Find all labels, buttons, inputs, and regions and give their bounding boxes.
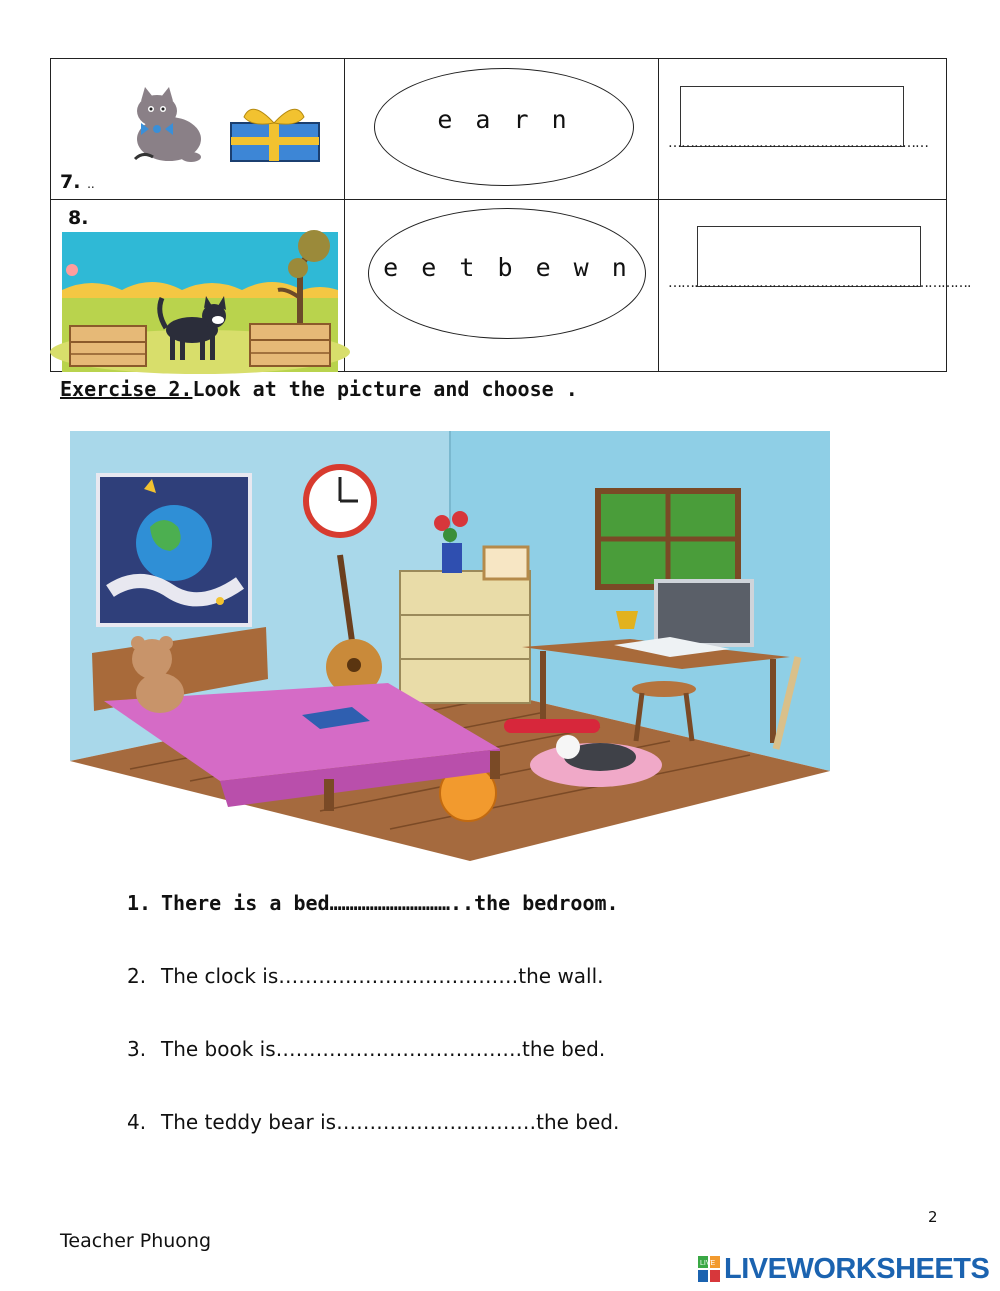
answer-dotted-line-7: …………………………………………………… bbox=[668, 135, 928, 151]
sentence-2: 2. The clock is………………………………the wall. bbox=[127, 964, 604, 988]
photo-frame-icon bbox=[484, 547, 528, 579]
row-number-7: 7. .. bbox=[60, 171, 95, 193]
scrambled-word-7: e a r n bbox=[437, 105, 571, 134]
table-divider bbox=[344, 59, 345, 371]
answer-dotted-line-8: ……………………………………………………………. bbox=[668, 275, 971, 291]
scrambled-word-8: e e t b e w n bbox=[383, 253, 631, 282]
blank-4[interactable]: ………………………… bbox=[336, 1110, 537, 1134]
exercise-2-heading bbox=[60, 377, 578, 401]
teacher-name: Teacher Phuong bbox=[60, 1230, 212, 1252]
table-divider bbox=[658, 59, 659, 371]
space-poster-icon bbox=[98, 475, 250, 625]
table-divider bbox=[51, 199, 946, 200]
liveworksheets-logo bbox=[698, 1254, 989, 1284]
logo-icon-letters: LIVE bbox=[700, 1260, 716, 1267]
skateboard-icon bbox=[504, 719, 600, 733]
cat-between-boxes-picture bbox=[62, 232, 338, 372]
cat-icon bbox=[135, 87, 201, 162]
page-number: 2 bbox=[928, 1208, 938, 1226]
bedroom-picture bbox=[70, 431, 830, 861]
scrambled-word-oval-7 bbox=[374, 68, 634, 186]
exercise-2-instruction: Look at the picture and choose . bbox=[192, 377, 578, 401]
chest-of-drawers-icon bbox=[400, 571, 530, 703]
wall-clock-icon bbox=[306, 467, 374, 535]
blank-1[interactable]: ………………………….. bbox=[329, 891, 475, 915]
gift-icon bbox=[231, 109, 319, 161]
liveworksheets-logo-icon bbox=[698, 1256, 720, 1282]
row-number-8: 8. bbox=[68, 207, 89, 229]
exercise-1-table bbox=[50, 58, 971, 372]
sentence-1: 1. There is a bed…………………………..the bedroom. bbox=[127, 891, 619, 915]
box-icon bbox=[250, 324, 330, 366]
blank-2[interactable]: ……………………………… bbox=[278, 964, 519, 988]
sentence-4: 4. The teddy bear is…………………………the bed. bbox=[127, 1110, 620, 1134]
window-icon bbox=[598, 491, 738, 587]
exercise-2-label: Exercise 2. bbox=[60, 377, 193, 401]
blank-3[interactable]: ………………………………. bbox=[275, 1037, 522, 1061]
box-icon bbox=[70, 326, 146, 366]
scrambled-word-oval-8 bbox=[368, 208, 646, 339]
brand-name: LIVEWORKSHEETS bbox=[724, 1252, 990, 1285]
sentence-3: 3. The book is……………………………….the bed. bbox=[127, 1037, 606, 1061]
cat-and-gift-picture bbox=[121, 87, 331, 167]
